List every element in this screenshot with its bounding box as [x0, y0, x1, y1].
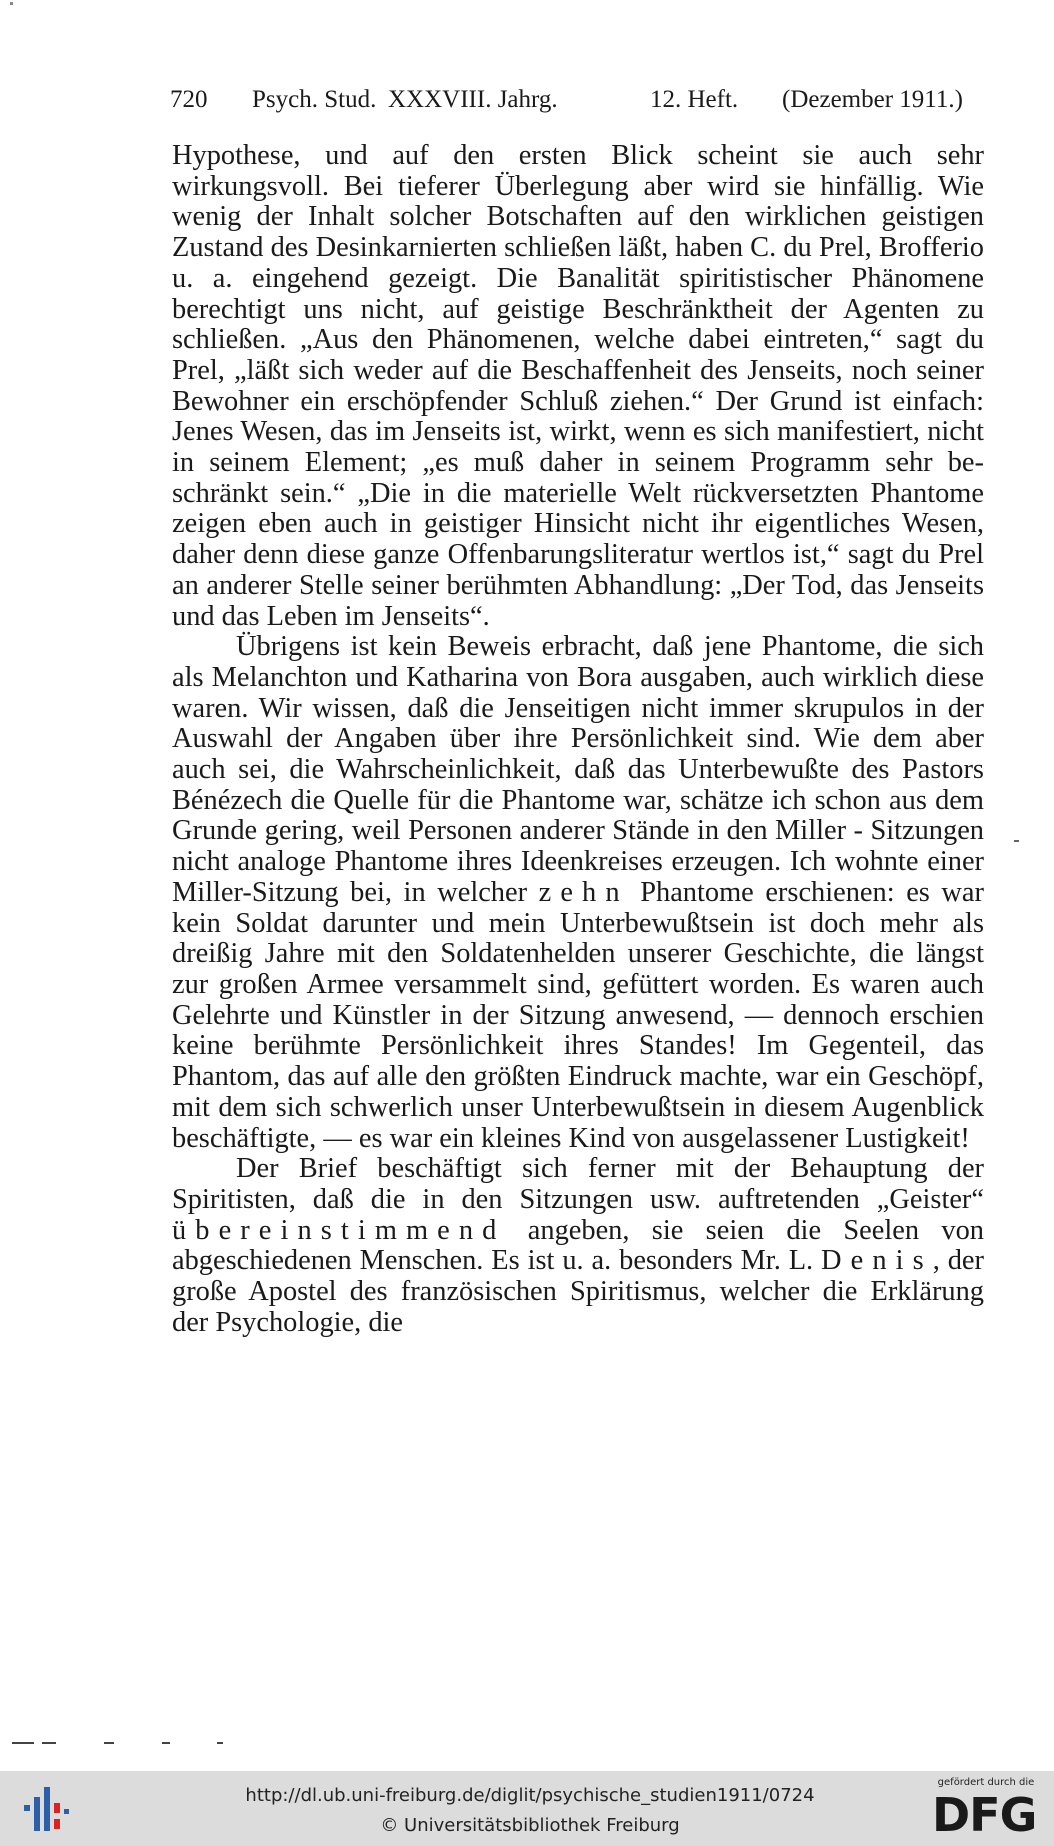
margin-mark [1014, 840, 1019, 842]
viewer-footer [0, 1771, 1054, 1846]
journal-volume: XXXVIII. Jahrg. [388, 86, 558, 113]
dfg-funding-badge [922, 1777, 1050, 1843]
emphasis-zehn: zehn [538, 876, 629, 908]
document-url-link[interactable]: http://dl.ub.uni-freiburg.de/diglit/psychische_studien1911/0724 [245, 1785, 815, 1806]
running-header [170, 86, 986, 126]
university-library-logo-icon [22, 1783, 70, 1835]
paragraph-2 [172, 632, 984, 1154]
issue-date: (Dezember 1911.) [782, 86, 963, 113]
paragraph-3-part-b: angeben, sie seien die Seelen von abgeschiedenen Menschen. Es ist u. a. besonders Mr. L. [172, 1214, 984, 1277]
paragraph-3-part-a: Der Brief beschäftigt sich ferner mit der Behauptung der Spiritisten, daß die in den Sitzungen usw. auftretenden „Geister“ [172, 1153, 984, 1215]
journal-issue: 12. Heft. [650, 86, 739, 113]
paragraph-3-part-c: , der große Apostel des französischen Spiritismus, welcher die Erklärung der Psychologie, die [172, 1245, 984, 1338]
page-number: 720 [170, 86, 208, 113]
copyright-notice: © Universitätsbibliothek Freiburg [380, 1815, 680, 1836]
paragraph-2-part-b: Phantome erschienen: es war kein Soldat darunter und mein Unterbewußtsein ist doch mehr als dreißig Jahre mit den Soldatenhelden unserer Geschichte, die längst zur großen Armee versammelt sind, gefüttert worden. Es waren auch Gelehrte und Künstler in der Sitzung anwesend, — dennoch erschien keine berühmte Persönlichkeit ihres Standes! Im Gegenteil, das Phantom, das auf alle den größten Eindruck machte, war ein Geschöpf, mit dem sich schwerlich unser Unterbewußtsein in diesem Augenblick beschäftigte, — es war ein kleines Kind von ausgelassener Lustigkeit! [172, 876, 984, 1154]
paragraph-2-part-a: Übrigens ist kein Beweis erbracht, daß jene Phantome, die sich als Melanchton und Katharina von Bora ausgaben, auch wirklich diese waren. Wir wissen, daß die Jenseitigen nicht immer skrupulos in der Auswahl der Angaben über ihre Persönlichkeit sind. Wie dem aber auch sei, die Wahrscheinlichkeit, daß das Unterbewußte des Pastors Bénézech die Quelle für die Phantome war, schätze ich schon aus dem Grunde gering, weil Personen anderer Stände in den Miller - Sitzungen nicht analoge Phantome ihres Ideenkreises erzeugen. Ich wohnte einer Miller-Sitzung bei, in welcher [172, 631, 984, 908]
scan-artifact [12, 1742, 232, 1746]
journal-title: Psych. Stud. [252, 86, 377, 113]
emphasis-uebereinstimmend: übereinstimmend [172, 1214, 506, 1246]
dfg-caption: gefördert durch die [937, 1777, 1035, 1788]
dfg-logo: DFG [932, 1788, 1037, 1842]
paragraph-1: Hypothese, und auf den ersten Blick scheint sie auch sehr wirkungsvoll. Bei tieferer Überlegung aber wird sie hinfällig. Wie wenig der Inhalt solcher Botschaften auf den wirklichen geistigen Zustand des Desinkarnierten schließen läßt, haben C. du Prel, Brofferio u. a. eingehend gezeigt. Die Banalität spiritistischer Phänomene berechtigt uns nicht, auf geistige Beschränktheit der Agenten zu schließen. „Aus den Phänomenen, welche dabei eintreten,“ sagt du Prel, „läßt sich weder auf die Beschaffenheit des Jenseits, noch seiner Bewohner ein erschöpfender Schluß ziehen.“ Der Grund ist einfach: Jenes Wesen, das im Jenseits ist, wirkt, wenn es sich manifestiert, nicht in seinem Element; „es muß daher in seinem Programm sehr beschränkt sein.“ „Die in die materielle Welt rückversetzten Phantome zeigen eben auch in geistiger Hinsicht nicht ihr eigentliches Wesen, daher denn diese ganze Offenbarungsliteratur wertlos ist,“ sagt du Prel an anderer Stelle seiner berühmten Abhandlung: „Der Tod, das Jenseits und das Leben im Jenseits“. [172, 140, 984, 632]
emphasis-denis: Denis [821, 1245, 933, 1277]
scan-corner-mark [10, 2, 13, 5]
paragraph-3 [172, 1154, 984, 1338]
article-body [172, 141, 984, 1338]
